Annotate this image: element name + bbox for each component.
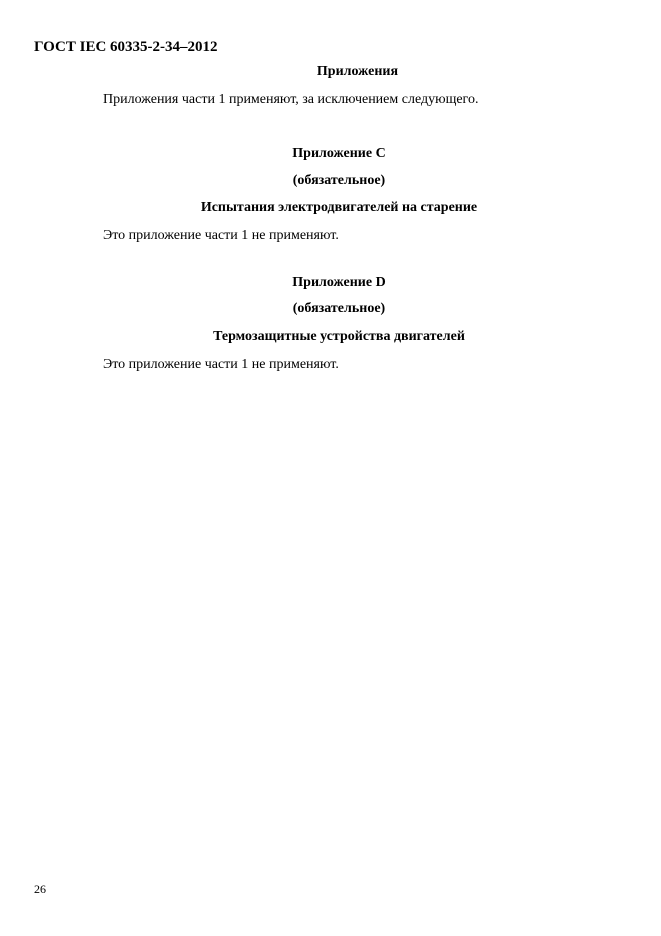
document-code: ГОСТ IEC 60335-2-34–2012: [34, 39, 218, 55]
annex-d-label: Приложение D: [292, 275, 386, 290]
annexes-intro-text: Приложения части 1 применяют, за исключением следующего.: [103, 92, 479, 107]
annex-c-label: Приложение С: [292, 146, 386, 161]
annex-c-status: (обязательное): [292, 173, 386, 188]
annex-d-text: Это приложение части 1 не применяют.: [103, 357, 339, 372]
annexes-heading: Приложения: [316, 64, 399, 79]
annex-d-title: Термозащитные устройства двигателей: [213, 329, 465, 344]
annex-c-text: Это приложение части 1 не применяют.: [103, 228, 339, 243]
annex-c-title: Испытания электродвигателей на старение: [200, 200, 478, 215]
page-number: 26: [34, 882, 46, 896]
annex-d-status: (обязательное): [292, 301, 386, 316]
